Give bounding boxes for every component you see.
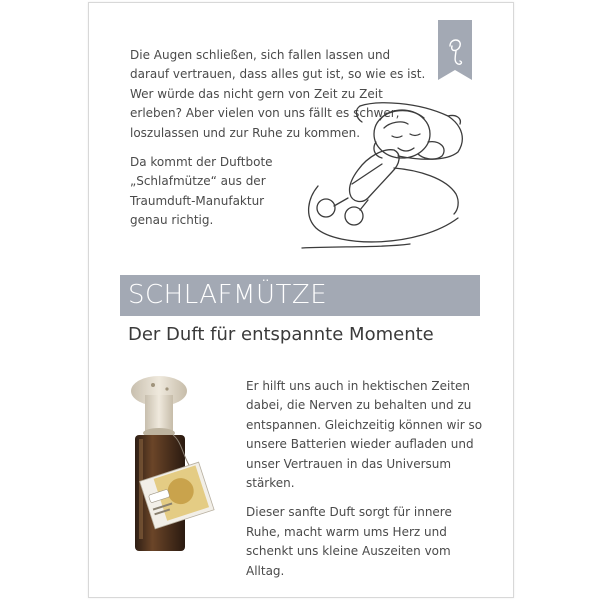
brand-monogram-icon xyxy=(438,20,472,80)
sleeping-figure-illustration xyxy=(298,98,468,252)
product-title-banner xyxy=(120,275,480,316)
product-title: SCHLAFMÜTZE xyxy=(128,280,328,310)
intro-paragraph-1: Die Augen schließen, sich fallen lassen und darauf vertrauen, dass alles gut ist, so wie es ist. Wer würde das nicht gern von Zeit zu Zeit erleben? Aber vielen von uns fällt es schwer, loszulassen und zur Ruhe zu kommen. xyxy=(130,48,426,140)
intro-paragraph-2: Da kommt der Duftbote „Schlafmütze“ aus der Traumduft-Manufaktur genau richtig. xyxy=(130,155,273,228)
description-text xyxy=(246,377,486,581)
fragrance-bottle-image xyxy=(115,375,215,560)
description-paragraph-2: Dieser sanfte Duft sorgt für innere Ruhe, macht warm ums Herz und schenkt uns kleine Auszeiten vom Alltag. xyxy=(246,505,452,578)
product-subtitle: Der Duft für entspannte Momente xyxy=(128,324,434,345)
description-paragraph-1: Er hilft uns auch in hektischen Zeiten dabei, die Nerven zu behalten und zu entspannen. Gleichzeitig können wir so unsere Batterien wieder aufladen und unser Vertrauen in das Universum stärken. xyxy=(246,379,483,491)
